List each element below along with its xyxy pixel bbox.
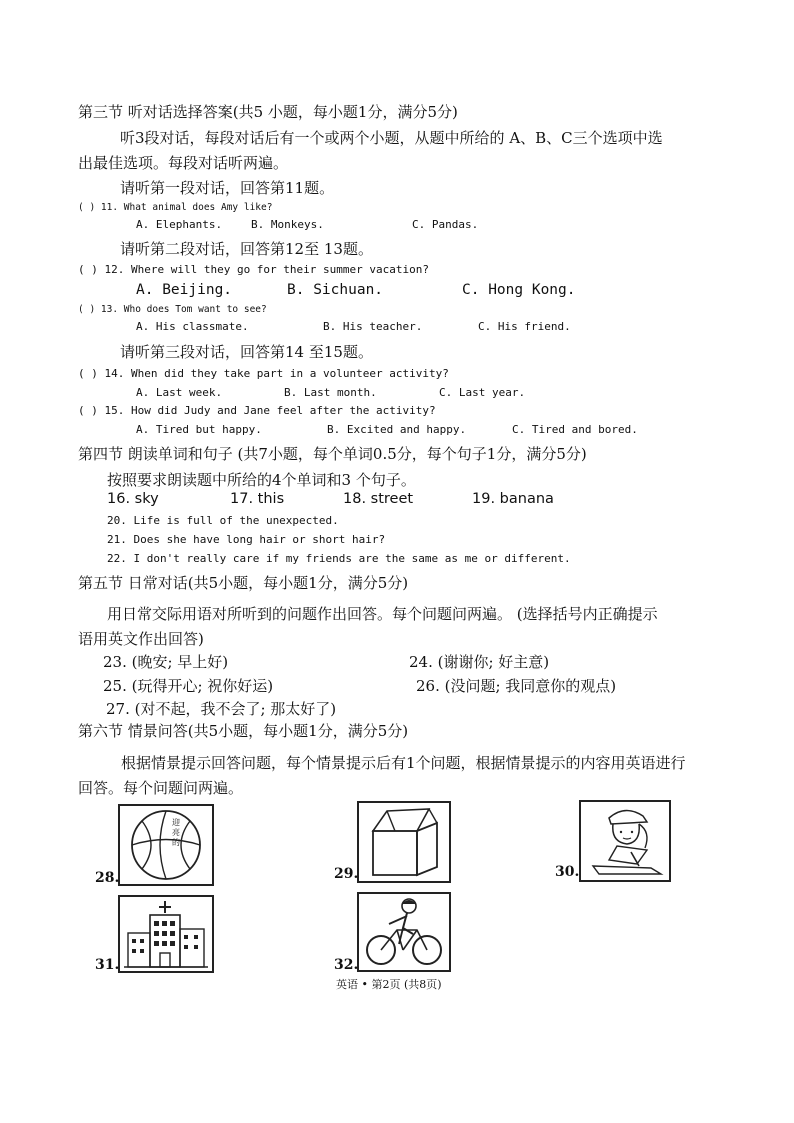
q15-option-c: C. Tired and bored. [512,423,638,436]
picture-number-28: 28. [95,870,120,886]
picture-31 [118,895,214,973]
q14-option-b: B. Last month. [284,386,377,399]
picture-28 [118,804,214,886]
word-18: 18. street [343,491,414,507]
q13-option-b: B. His teacher. [323,320,423,333]
q12-option-c: C. Hong Kong. [462,282,576,298]
q12-stem: ( ) 12. Where will they go for their summer vacation? [78,263,429,276]
q11-option-a: A. Elephants. [136,218,223,231]
section6-instruction-line1: 根据情景提示回答问题，每个情景提示后有1个问题，根据情景提示的内容用英语进行 [121,754,686,772]
basketball-icon [120,806,212,884]
q12-option-b: B. Sichuan. [287,282,384,298]
section5-instruction-line2: 语用英文作出回答) [78,630,204,648]
q13-option-a: A. His classmate. [136,320,249,333]
picture-number-30: 30. [555,864,580,880]
q15-stem: ( ) 15. How did Judy and Jane feel after the activity? [78,404,436,417]
sentence-21: 21. Does she have long hair or short hair? [107,533,386,546]
q14-stem: ( ) 14. When did they take part in a volunteer activity? [78,367,449,380]
hospital-building-icon [120,897,212,971]
picture-29 [357,801,451,883]
picture-number-31: 31. [95,957,120,973]
page-footer: 英语 • 第2页 (共8页) [336,978,442,991]
q15-option-b: B. Excited and happy. [327,423,467,436]
item-27: 27. (对不起，我不会了; 那太好了) [106,700,337,718]
section4-title: 第四节 朗读单词和句子 (共7小题，每个单词0.5分，每个句子1分，满分5分) [78,445,587,463]
picture-number-32: 32. [334,957,359,973]
q11-option-c: C. Pandas. [412,218,479,231]
picture-number-29: 29. [334,866,359,882]
section6-title: 第六节 情景问答(共5小题，每小题1分，满分5分) [78,722,409,740]
section3-instruction-line2: 出最佳选项。每段对话听两遍。 [78,154,289,172]
girl-writing-icon [581,802,669,880]
dialogue2-prompt: 请听第二段对话，回答第12至 13题。 [120,240,373,258]
bicycle-rider-icon [359,894,449,970]
q15-option-a: A. Tired but happy. [136,423,262,436]
item-25: 25. (玩得开心; 祝你好运) [103,677,274,695]
section5-title: 第五节 日常对话(共5小题，每小题1分，满分5分) [78,574,409,592]
picture-30 [579,800,671,882]
section3-instruction-line1: 听3段对话，每段对话后有一个或两个小题，从题中所给的 A、B、C三个选项中选 [120,129,663,147]
q13-option-c: C. His friend. [478,320,571,333]
milk-carton-icon [359,803,449,881]
section6-instruction-line2: 回答。每个问题问两遍。 [78,779,244,797]
q14-option-c: C. Last year. [439,386,526,399]
sentence-22: 22. I don't really care if my friends are the same as me or different. [107,552,571,565]
item-24: 24. (谢谢你; 好主意) [409,653,550,671]
dialogue1-prompt: 请听第一段对话，回答第11题。 [120,179,335,197]
item-26: 26. (没问题; 我同意你的观点) [416,677,617,695]
picture-32 [357,892,451,972]
item-23: 23. (晚安; 早上好) [103,653,229,671]
section3-title: 第三节 听对话选择答案(共5 小题，每小题1分，满分5分) [78,103,458,121]
q13-stem: ( ) 13. Who does Tom want to see? [78,304,267,315]
q12-option-a: A. Beijing. [136,282,233,298]
word-19: 19. banana [472,491,554,507]
q11-stem: ( ) 11. What animal does Amy like? [78,202,273,213]
q11-option-b: B. Monkeys. [251,218,324,231]
section4-instruction: 按照要求朗读题中所给的4个单词和3 个句子。 [107,471,416,489]
section5-instruction-line1: 用日常交际用语对所听到的问题作出回答。每个问题问两遍。 (选择括号内正确提示 [107,605,658,623]
word-17: 17. this [230,491,285,507]
word-16: 16. sky [107,491,159,507]
ball-label: 迎亮的 [172,818,180,847]
q14-option-a: A. Last week. [136,386,223,399]
dialogue3-prompt: 请听第三段对话，回答第14 至15题。 [120,343,373,361]
sentence-20: 20. Life is full of the unexpected. [107,514,339,527]
